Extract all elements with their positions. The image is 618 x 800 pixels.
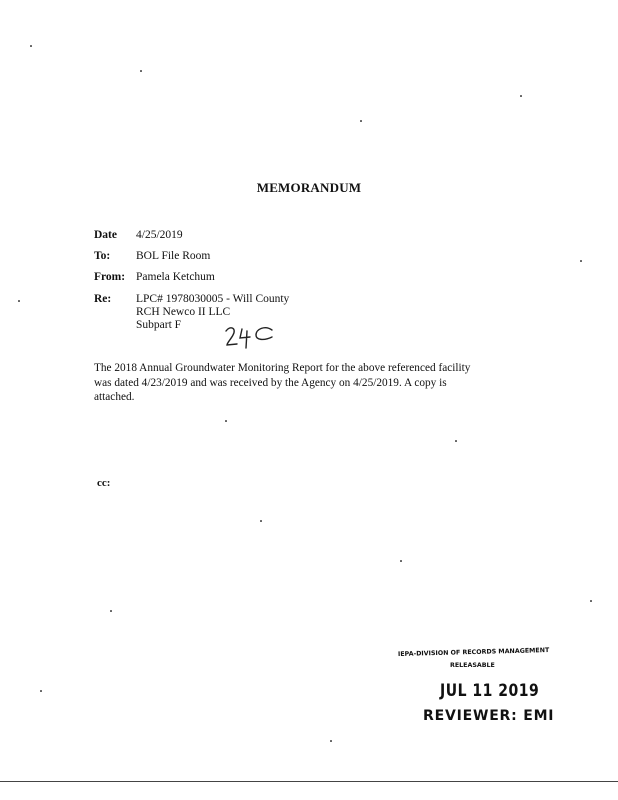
re-line3: Subpart F	[136, 319, 182, 331]
body-line-3: attached.	[94, 391, 135, 403]
cc-label: cc:	[97, 477, 111, 489]
stamp-releasable: RELEASABLE	[450, 662, 495, 669]
scan-speck	[590, 600, 592, 602]
memo-body	[94, 361, 514, 405]
body-line-2: was dated 4/23/2019 and was received by the Agency on 4/25/2019. A copy is	[94, 376, 447, 389]
re-line1: LPC# 1978030005 - Will County	[136, 293, 290, 305]
scan-speck	[520, 95, 522, 97]
from-value: Pamela Ketchum	[136, 271, 215, 283]
re-label: Re:	[94, 293, 112, 305]
date-value: 4/25/2019	[136, 229, 183, 241]
to-value: BOL File Room	[136, 250, 211, 262]
to-label: To:	[94, 250, 111, 262]
scan-speck	[18, 300, 20, 302]
scan-speck	[30, 45, 32, 47]
stamp-reviewer: REVIEWER: EMI	[423, 708, 555, 724]
scan-speck	[110, 610, 112, 612]
scan-speck	[360, 120, 362, 122]
memo-title: MEMORANDUM	[256, 180, 362, 195]
scan-speck	[260, 520, 262, 522]
handwritten-initials	[222, 322, 278, 352]
re-line2: RCH Newco II LLC	[136, 306, 231, 318]
scan-speck	[455, 440, 457, 442]
stamp-date: JUL 11 2019	[440, 681, 540, 701]
body-line-1: The 2018 Annual Groundwater Monitoring Report for the above referenced facility	[94, 362, 471, 374]
stamp-division: IEPA-DIVISION OF RECORDS MANAGEMENT	[397, 647, 550, 658]
scan-bottom-rule	[0, 781, 618, 782]
scan-speck	[140, 70, 142, 72]
scan-speck	[225, 420, 227, 422]
date-label: Date	[94, 229, 117, 241]
from-label: From:	[94, 271, 126, 283]
scan-speck	[330, 740, 332, 742]
scan-speck	[400, 560, 402, 562]
scan-speck	[40, 690, 42, 692]
scan-speck	[580, 260, 582, 262]
